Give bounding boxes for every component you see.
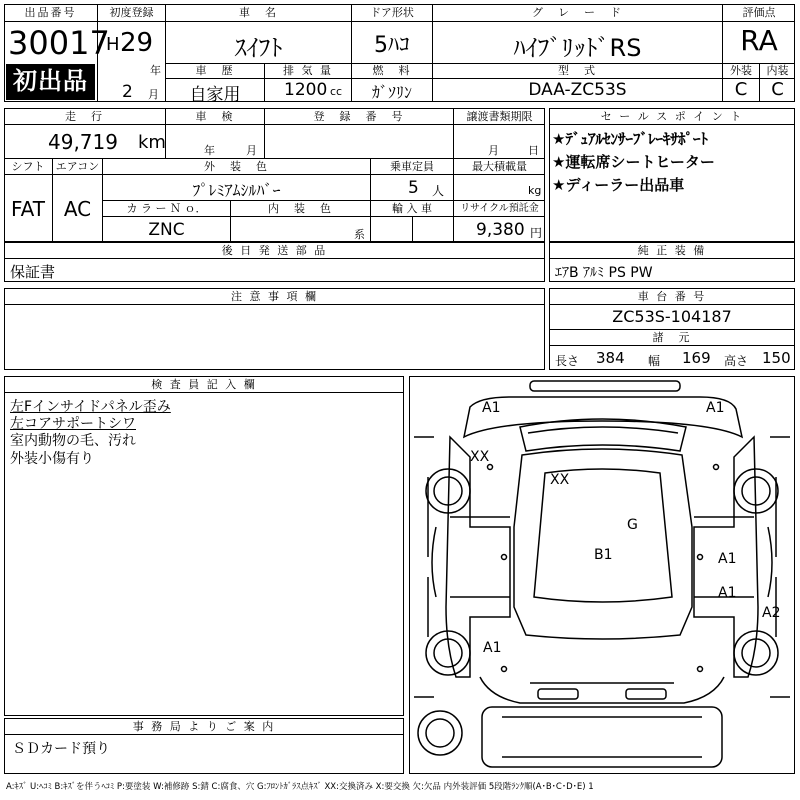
transfer-doc-label: 譲渡書類期限 xyxy=(466,110,533,123)
color-no-label: カ ラ ー Ｎ ｏ． xyxy=(126,202,207,215)
car-outline xyxy=(410,377,794,773)
displacement-label: 排 気 量 xyxy=(283,64,333,77)
plate-label: 登 録 番 号 xyxy=(313,110,405,123)
exterior-score: C xyxy=(734,79,748,100)
sales-point: ★ﾃﾞｭｱﾙｾﾝｻｰﾌﾞﾚｰｷｻﾎﾟｰﾄ xyxy=(552,130,708,148)
year-unit: 年 xyxy=(150,64,161,77)
recycle-label: リサイクル預託金 xyxy=(460,203,539,214)
sales-point: ★運転席シートヒーター xyxy=(552,153,715,171)
legend-footer: A:ｷｽﾞ U:ﾍｺﾐ B:ｷｽﾞを伴うﾍｺﾐ P:要塗装 W:補修跡 S:錆 C:腐食、穴 G:ﾌﾛﾝﾄｶﾞﾗｽ点ｷｽﾞ XX:交換済み X:要交換 欠:欠品 内外装評価 5段階ﾗﾝｸ順(A･B･C･D･E) 1 xyxy=(6,782,594,792)
interior-label: 内装 xyxy=(766,64,789,77)
capacity-unit: 人 xyxy=(432,184,445,198)
model-label: 型 式 xyxy=(558,64,597,77)
door-type-label: ドア形状 xyxy=(370,6,414,19)
first-listing-label: 初出品 xyxy=(13,67,88,95)
model-code: DAA-ZC53S xyxy=(528,80,627,100)
office-label: 事 務 局 よ り ご 案 内 xyxy=(132,720,276,733)
inspection-month-unit: 月 xyxy=(246,144,257,157)
mileage-label: 走 行 xyxy=(65,110,104,123)
damage-mark: A1 xyxy=(706,400,725,416)
capacity-label: 乗車定員 xyxy=(390,160,434,173)
length-label: 長さ xyxy=(555,354,580,368)
lot-number: 30017 xyxy=(8,24,110,62)
fuel: ｶﾞｿﾘﾝ xyxy=(371,83,412,102)
mileage-unit: km xyxy=(138,132,166,153)
shift-label: シフト xyxy=(11,160,45,173)
grade-label: グ レ ー ド xyxy=(532,6,623,19)
grade: ﾊｲﾌﾞﾘｯﾄﾞRS xyxy=(513,34,642,62)
era-letter: H xyxy=(106,34,120,55)
shift: FAT xyxy=(10,197,45,221)
lot-number-label: 出品番号 xyxy=(24,6,77,19)
ac: AC xyxy=(63,197,92,221)
damage-mark: G xyxy=(627,517,638,533)
inspector-line: 左Fインサイドパネル歪み xyxy=(10,399,171,415)
history-label: 車 歴 xyxy=(195,64,235,77)
damage-mark: A1 xyxy=(718,585,737,601)
damage-mark: B1 xyxy=(594,547,613,563)
inspector-line: 外装小傷有り xyxy=(10,451,94,467)
chassis-label: 車 台 番 号 xyxy=(637,290,707,303)
specs-panel xyxy=(4,108,545,242)
damage-mark: XX xyxy=(550,472,570,488)
transfer-month-unit: 月 xyxy=(488,144,499,157)
max-load-unit: kg xyxy=(528,184,542,197)
equipment: ｴｱB ｱﾙﾐ PS PW xyxy=(555,265,653,281)
inspector-label: 検 査 員 記 入 欄 xyxy=(151,378,257,391)
inspection-label: 車 検 xyxy=(195,110,235,123)
displacement-unit: cc xyxy=(330,85,343,98)
first-registration-label: 初度登録 xyxy=(109,6,154,19)
dimensions-label: 諸 元 xyxy=(652,331,692,344)
car-name: ｽｲﾌﾄ xyxy=(234,34,283,62)
recycle-fee: 9,380 xyxy=(476,220,525,240)
door-type: 5ﾊｺ xyxy=(374,33,410,58)
exterior-label: 外装 xyxy=(730,64,752,77)
later-parts: 保証書 xyxy=(10,263,56,281)
length: 384 xyxy=(596,349,625,367)
score-label: 評価点 xyxy=(742,6,776,19)
color-no: ZNC xyxy=(148,220,185,240)
mileage: 49,719 xyxy=(48,130,118,154)
ext-color: ﾌﾟﾚﾐｱﾑｼﾙﾊﾞｰ xyxy=(192,181,281,200)
ac-label: エアコン xyxy=(55,160,100,173)
sales-points-label: セ ー ル ス ポ イ ン ト xyxy=(600,110,744,123)
width-label: 幅 xyxy=(648,354,661,368)
damage-mark: XX xyxy=(470,449,490,465)
import-label: 輸 入 車 xyxy=(392,202,432,215)
sales-point: ★ディーラー出品車 xyxy=(552,176,685,194)
chassis-number: ZC53S-104187 xyxy=(612,307,732,326)
registration-year: 29 xyxy=(120,28,154,58)
int-color-unit: 系 xyxy=(354,228,365,241)
history: 自家用 xyxy=(189,85,241,105)
transfer-day-unit: 日 xyxy=(528,144,539,157)
damage-mark: A1 xyxy=(483,640,502,656)
car-name-label: 車 名 xyxy=(239,6,278,19)
height: 150 xyxy=(762,349,791,367)
damage-mark: A1 xyxy=(482,400,501,416)
notes-label: 注 意 事 項 欄 xyxy=(231,290,318,303)
height-label: 高さ xyxy=(724,354,749,368)
fuel-label: 燃 料 xyxy=(372,64,412,77)
ext-color-label: 外 装 色 xyxy=(204,160,269,173)
registration-month: 2 xyxy=(122,82,133,102)
max-load-label: 最大積載量 xyxy=(472,160,527,173)
equipment-label: 純 正 装 備 xyxy=(637,244,707,257)
displacement: 1200 xyxy=(284,80,328,100)
interior-score: C xyxy=(771,79,784,100)
score: RA xyxy=(740,24,778,57)
inspector-line: 左コアサポートシワ xyxy=(10,416,136,432)
office-note: ＳＤカード預り xyxy=(12,741,110,757)
later-parts-label: 後 日 発 送 部 品 xyxy=(221,244,328,257)
damage-mark: A1 xyxy=(718,551,737,567)
damage-mark: A2 xyxy=(762,605,781,621)
recycle-unit: 円 xyxy=(530,226,543,240)
width: 169 xyxy=(682,349,711,367)
month-unit: 月 xyxy=(148,88,159,101)
inspection-year-unit: 年 xyxy=(204,144,215,157)
inspector-line: 室内動物の毛、汚れ xyxy=(10,433,136,449)
capacity: 5 xyxy=(408,178,419,198)
int-color-label: 内 装 色 xyxy=(268,202,333,215)
damage-diagram xyxy=(409,376,795,774)
